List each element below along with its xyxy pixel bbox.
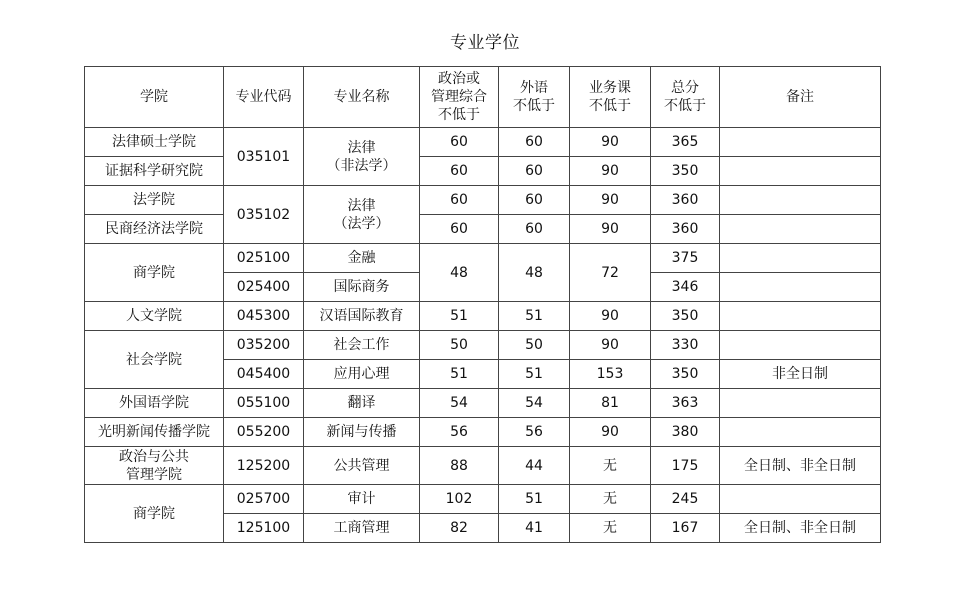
foreign-cell: 51: [499, 360, 570, 389]
foreign-cell: 60: [499, 186, 570, 215]
foreign-cell: 48: [499, 244, 570, 302]
code-cell: 125200: [224, 447, 304, 485]
politics-cell: 60: [420, 128, 499, 157]
business-cell: 无: [570, 514, 651, 543]
college-cell: 光明新闻传播学院: [85, 418, 224, 447]
code-cell: 045300: [224, 302, 304, 331]
table-row: [85, 389, 881, 418]
major-cell: 汉语国际教育: [304, 302, 420, 331]
business-cell: 90: [570, 128, 651, 157]
foreign-cell: 50: [499, 331, 570, 360]
college-cell: 政治与公共 管理学院: [85, 447, 224, 485]
business-cell: 90: [570, 186, 651, 215]
table-row: [85, 128, 881, 157]
total-cell: 375: [651, 244, 720, 273]
total-cell: 167: [651, 514, 720, 543]
business-cell: 无: [570, 485, 651, 514]
table-row: [85, 302, 881, 331]
politics-cell: 56: [420, 418, 499, 447]
politics-cell: 60: [420, 157, 499, 186]
header-code: 专业代码: [224, 67, 304, 128]
major-cell: 社会工作: [304, 331, 420, 360]
total-cell: 360: [651, 186, 720, 215]
college-cell: 人文学院: [85, 302, 224, 331]
page-title: 专业学位: [450, 33, 520, 53]
foreign-cell: 44: [499, 447, 570, 485]
major-cell: 法律 （非法学）: [304, 128, 420, 186]
college-cell: 民商经济法学院: [85, 215, 224, 244]
code-cell: 035101: [224, 128, 304, 186]
header-note: 备注: [720, 67, 881, 128]
college-cell: 商学院: [85, 244, 224, 302]
header-major: 专业名称: [304, 67, 420, 128]
major-cell: 工商管理: [304, 514, 420, 543]
note-cell: [720, 331, 881, 360]
table-row: [85, 215, 881, 244]
major-cell: 金融: [304, 244, 420, 273]
note-cell: [720, 273, 881, 302]
code-cell: 025100: [224, 244, 304, 273]
code-cell: 035102: [224, 186, 304, 244]
total-cell: 350: [651, 157, 720, 186]
table-row: [85, 186, 881, 215]
politics-cell: 82: [420, 514, 499, 543]
header-business: 业务课 不低于: [570, 67, 651, 128]
total-cell: 346: [651, 273, 720, 302]
note-cell: [720, 186, 881, 215]
politics-cell: 50: [420, 331, 499, 360]
major-cell: 翻译: [304, 389, 420, 418]
business-cell: 90: [570, 331, 651, 360]
note-cell: [720, 157, 881, 186]
header-total: 总分 不低于: [651, 67, 720, 128]
total-cell: 380: [651, 418, 720, 447]
note-cell: 全日制、非全日制: [720, 514, 881, 543]
politics-cell: 102: [420, 485, 499, 514]
college-cell: 法律硕士学院: [85, 128, 224, 157]
business-cell: 90: [570, 215, 651, 244]
business-cell: 81: [570, 389, 651, 418]
total-cell: 330: [651, 331, 720, 360]
total-cell: 350: [651, 360, 720, 389]
total-cell: 365: [651, 128, 720, 157]
politics-cell: 60: [420, 186, 499, 215]
header-college: 学院: [85, 67, 224, 128]
politics-cell: 60: [420, 215, 499, 244]
college-cell: 社会学院: [85, 331, 224, 389]
politics-cell: 48: [420, 244, 499, 302]
note-cell: [720, 215, 881, 244]
note-cell: [720, 302, 881, 331]
politics-cell: 88: [420, 447, 499, 485]
business-cell: 72: [570, 244, 651, 302]
business-cell: 无: [570, 447, 651, 485]
foreign-cell: 41: [499, 514, 570, 543]
code-cell: 025700: [224, 485, 304, 514]
code-cell: 045400: [224, 360, 304, 389]
code-cell: 035200: [224, 331, 304, 360]
business-cell: 90: [570, 418, 651, 447]
table-row: [85, 157, 881, 186]
total-cell: 360: [651, 215, 720, 244]
header-politics: 政治或 管理综合 不低于: [420, 67, 499, 128]
foreign-cell: 60: [499, 215, 570, 244]
table-header-row: [85, 67, 881, 128]
major-cell: 新闻与传播: [304, 418, 420, 447]
total-cell: 175: [651, 447, 720, 485]
foreign-cell: 56: [499, 418, 570, 447]
foreign-cell: 54: [499, 389, 570, 418]
admission-score-table: [84, 66, 881, 543]
business-cell: 90: [570, 302, 651, 331]
college-cell: 外国语学院: [85, 389, 224, 418]
foreign-cell: 51: [499, 485, 570, 514]
total-cell: 350: [651, 302, 720, 331]
total-cell: 245: [651, 485, 720, 514]
college-cell: 证据科学研究院: [85, 157, 224, 186]
major-cell: 审计: [304, 485, 420, 514]
code-cell: 125100: [224, 514, 304, 543]
note-cell: [720, 418, 881, 447]
header-foreign: 外语 不低于: [499, 67, 570, 128]
business-cell: 90: [570, 157, 651, 186]
note-cell: 全日制、非全日制: [720, 447, 881, 485]
politics-cell: 51: [420, 360, 499, 389]
note-cell: [720, 128, 881, 157]
foreign-cell: 51: [499, 302, 570, 331]
foreign-cell: 60: [499, 157, 570, 186]
college-cell: 法学院: [85, 186, 224, 215]
table-row: [85, 485, 881, 514]
college-cell: 商学院: [85, 485, 224, 543]
politics-cell: 54: [420, 389, 499, 418]
note-cell: [720, 244, 881, 273]
note-cell: 非全日制: [720, 360, 881, 389]
table-row: [85, 331, 881, 360]
table-row: [85, 447, 881, 485]
business-cell: 153: [570, 360, 651, 389]
major-cell: 公共管理: [304, 447, 420, 485]
politics-cell: 51: [420, 302, 499, 331]
note-cell: [720, 485, 881, 514]
code-cell: 055100: [224, 389, 304, 418]
code-cell: 055200: [224, 418, 304, 447]
major-cell: 国际商务: [304, 273, 420, 302]
code-cell: 025400: [224, 273, 304, 302]
foreign-cell: 60: [499, 128, 570, 157]
table-row: [85, 244, 881, 273]
major-cell: 法律 （法学）: [304, 186, 420, 244]
major-cell: 应用心理: [304, 360, 420, 389]
note-cell: [720, 389, 881, 418]
total-cell: 363: [651, 389, 720, 418]
table-row: [85, 418, 881, 447]
